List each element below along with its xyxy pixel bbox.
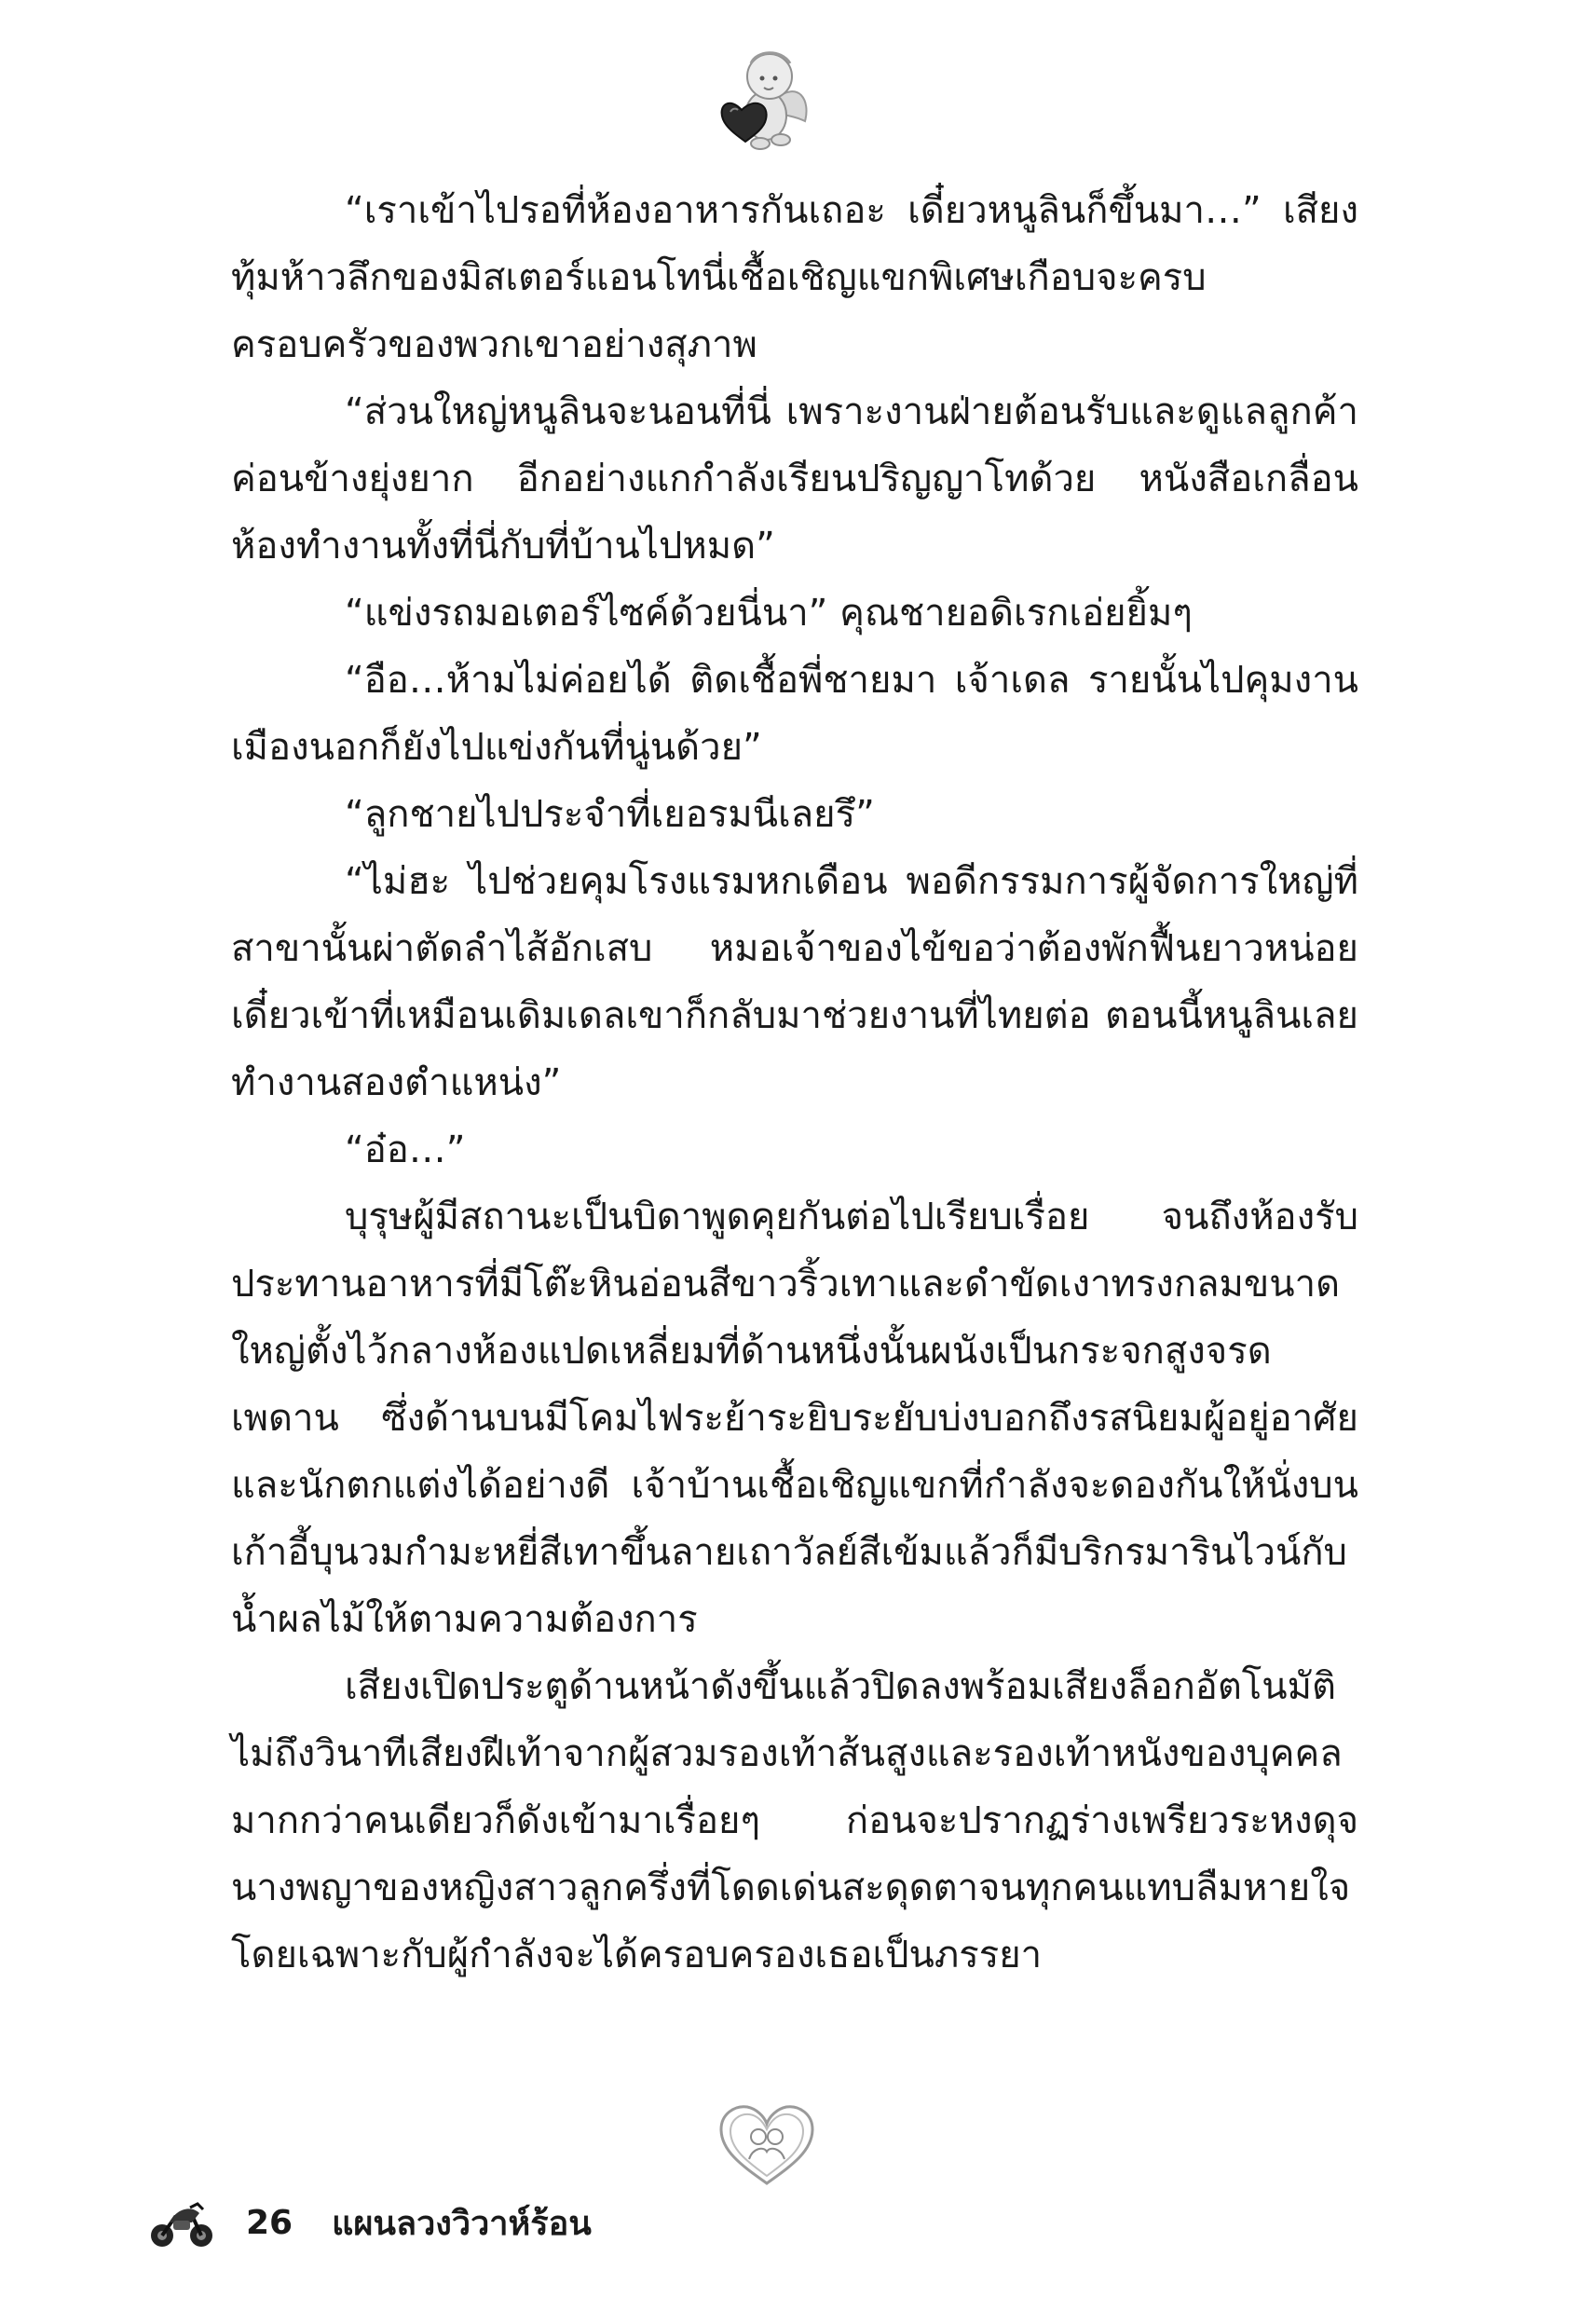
book-title: แผนลวงวิวาห์ร้อน bbox=[332, 2204, 592, 2243]
heart-couple-icon bbox=[716, 2101, 818, 2190]
paragraph: “อือ…ห้ามไม่ค่อยได้ ติดเชื้อพี่ชายมา เจ้าเดล รายนั้นไปคุมงานเมืองนอกก็ยังไปแข่งกันที่นู่นด้วย” bbox=[231, 659, 1358, 769]
paragraph: “ลูกชายไปประจำที่เยอรมนีเลยรึ” bbox=[345, 793, 875, 836]
page-number: 26 bbox=[246, 2203, 293, 2242]
paragraph: “อ๋อ…” bbox=[345, 1128, 466, 1171]
motorcycle-icon bbox=[149, 2195, 214, 2250]
paragraph: “ส่วนใหญ่หนูลินจะนอนที่นี่ เพราะงานฝ่ายต้อนรับและดูแลลูกค้าค่อนข้างยุ่งยาก อีกอย่างแกกำลังเรียนปริญญาโทด้วย หนังสือเกลื่อนห้องทำงานทั้งที่นี่กับที่บ้านไปหมด” bbox=[231, 390, 1358, 567]
paragraph: “เราเข้าไปรอที่ห้องอาหารกันเถอะ เดี๋ยวหนูลินก็ขึ้นมา…” เสียงทุ้มห้าวลึกของมิสเตอร์แอนโทนี่เชื้อเชิญแขกพิเศษเกือบจะครบครอบครัวของพวกเขาอย่างสุภาพ bbox=[231, 189, 1358, 366]
paragraph: เสียงเปิดประตูด้านหน้าดังขึ้นแล้วปิดลงพร้อมเสียงล็อกอัตโนมัติไม่ถึงวินาทีเสียงฝีเท้าจากผู้สวมรองเท้าส้นสูงและรองเท้าหนังของบุคคลมากกว่าคนเดียวก็ดังเข้ามาเรื่อยๆ ก่อนจะปรากฏร่างเพรียวระหงดุจนางพญาของหญิงสาวลูกครึ่งที่โดดเด่นสะดุดตาจนทุกคนแทบลืมหายใจโดยเฉพาะกับผู้กำลังจะได้ครอบครองเธอเป็นภรรยา bbox=[231, 1665, 1358, 1976]
paragraph: “แข่งรถมอเตอร์ไซค์ด้วยนี่นา” คุณชายอดิเรกเอ่ยยิ้มๆ bbox=[345, 592, 1193, 635]
chapter-body-text bbox=[231, 177, 1358, 1989]
page-footer bbox=[149, 2185, 592, 2260]
paragraph: บุรุษผู้มีสถานะเป็นบิดาพูดคุยกันต่อไปเรียบเรื่อย จนถึงห้องรับประทานอาหารที่มีโต๊ะหินอ่อนสีขาวริ้วเทาและดำขัดเงาทรงกลมขนาดใหญ่ตั้งไว้กลางห้องแปดเหลี่ยมที่ด้านหนึ่งนั้นผนังเป็นกระจกสูงจรดเพดาน ซึ่งด้านบนมีโคมไฟระย้าระยิบระยับบ่งบอกถึงรสนิยมผู้อยู่อาศัยและนักตกแต่งได้อย่างดี เจ้าบ้านเชื้อเชิญแขกที่กำลังจะดองกันให้นั่งบนเก้าอี้บุนวมกำมะหยี่สีเทาขึ้นลายเถาวัลย์สีเข้มแล้วก็มีบริกรมารินไวน์กับน้ำผลไม้ให้ตามความต้องการ bbox=[231, 1196, 1358, 1641]
cupid-heart-icon bbox=[714, 43, 814, 155]
paragraph: “ไม่ฮะ ไปช่วยคุมโรงแรมหกเดือน พอดีกรรมการผู้จัดการใหญ่ที่สาขานั้นผ่าตัดลำไส้อักเสบ หมอเจ้าของไข้ขอว่าต้องพักฟื้นยาวหน่อย เดี๋ยวเข้าที่เหมือนเดิมเดลเขาก็กลับมาช่วยงานที่ไทยต่อ ตอนนี้หนูลินเลยทำงานสองตำแหน่ง” bbox=[231, 860, 1358, 1104]
